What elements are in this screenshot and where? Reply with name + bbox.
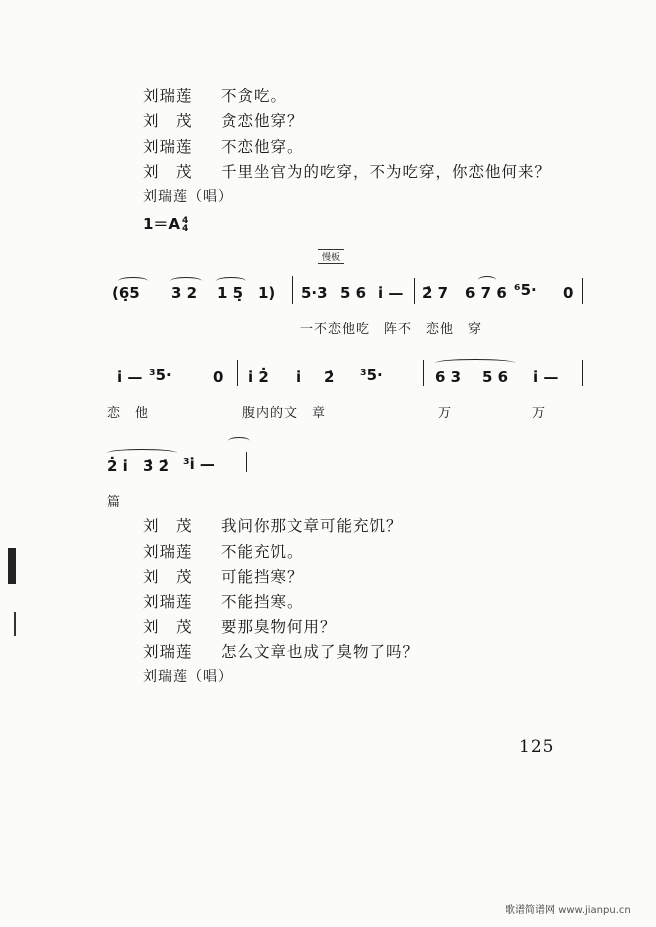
bar-line [414, 278, 415, 304]
dialogue-line: 刘 茂 千里坐官为的吃穿，不为吃穿，你恋他何来？ [143, 163, 552, 181]
watermark-url: www.jianpu.cn [558, 905, 631, 916]
note-group: ⁶5· [514, 281, 537, 299]
note-group: 2̇ 7 [422, 284, 449, 302]
note-group: (6̣5 [112, 284, 140, 302]
note-group: 2̇ [324, 368, 335, 386]
bar-line [246, 452, 247, 472]
note-group: i̇ [296, 368, 302, 386]
sing-cue: 刘瑞莲（唱） [143, 669, 233, 685]
slur [170, 277, 202, 285]
note-group: ³5· [149, 366, 172, 384]
dialogue-line: 刘瑞莲 不能充饥。 [143, 543, 304, 561]
dialogue-line: 刘瑞莲 不恋他穿。 [143, 138, 304, 156]
slur [216, 277, 246, 285]
dialogue-line: 刘 茂 要那臭物何用？ [143, 618, 337, 636]
dialogue-line: 刘 茂 可能挡寒？ [143, 568, 304, 586]
bar-line [423, 360, 424, 386]
note-group: 5 6 [482, 368, 509, 386]
note-group: ³5· [360, 366, 383, 384]
lyrics-segment: 万 [532, 406, 547, 421]
note-group: i̇ — [378, 284, 404, 302]
bar-line [292, 276, 293, 304]
bar-line [237, 360, 238, 386]
note-group: 6 3 [435, 368, 462, 386]
slur [478, 276, 496, 284]
tempo-marking: 慢板 [318, 249, 344, 264]
lyrics-segment: 万 [438, 406, 453, 421]
dialogue-line: 刘瑞莲 怎么文章也成了臭物了吗？ [143, 643, 420, 661]
lyrics-segment: 腹内的文 章 [242, 406, 327, 421]
note-group: 3 2 [171, 284, 198, 302]
lyrics-segment: 恋 他 [107, 406, 150, 421]
note-group: 0 [213, 368, 224, 386]
page-number: 125 [519, 737, 555, 757]
note-group: 6 7 6 [465, 284, 507, 302]
note-group: 3̇ 2̇ [143, 457, 170, 475]
note-group: 5 6 [340, 284, 367, 302]
note-group: ³i̇ — [183, 455, 215, 473]
watermark-text: 歌谱简谱网 [505, 905, 555, 916]
lyrics-line: 篇 [107, 495, 122, 510]
slur [435, 359, 515, 367]
dialogue-line: 刘 茂 我问你那文章可能充饥？ [143, 517, 403, 535]
binding-mark [8, 548, 16, 584]
note-group: 0 [563, 284, 574, 302]
note-group: 2̇ i̇ [107, 457, 128, 475]
note-group: i̇ — [533, 368, 559, 386]
lyrics-line: 一不恋他吃 阵不 恋他 穿 [300, 322, 483, 337]
key-signature: 1＝A 4 4 [143, 215, 189, 234]
note-group: 1 5̣ [217, 284, 244, 302]
bar-line [582, 278, 583, 304]
bar-line [582, 360, 583, 386]
fermata [228, 437, 250, 445]
watermark [505, 901, 631, 916]
binding-tick [14, 612, 16, 636]
slur [107, 449, 177, 457]
note-group: i̇ 2̇ [248, 368, 269, 386]
dialogue-line: 刘瑞莲 不贪吃。 [143, 87, 288, 105]
dialogue-line: 刘 茂 贪恋他穿？ [143, 112, 304, 130]
slur [118, 277, 148, 285]
note-group: 5·3 [301, 284, 328, 302]
note-group: 1) [258, 284, 276, 302]
dialogue-line: 刘瑞莲 不能挡寒。 [143, 593, 304, 611]
sing-cue: 刘瑞莲（唱） [143, 189, 233, 205]
note-group: i̇ — [117, 368, 143, 386]
